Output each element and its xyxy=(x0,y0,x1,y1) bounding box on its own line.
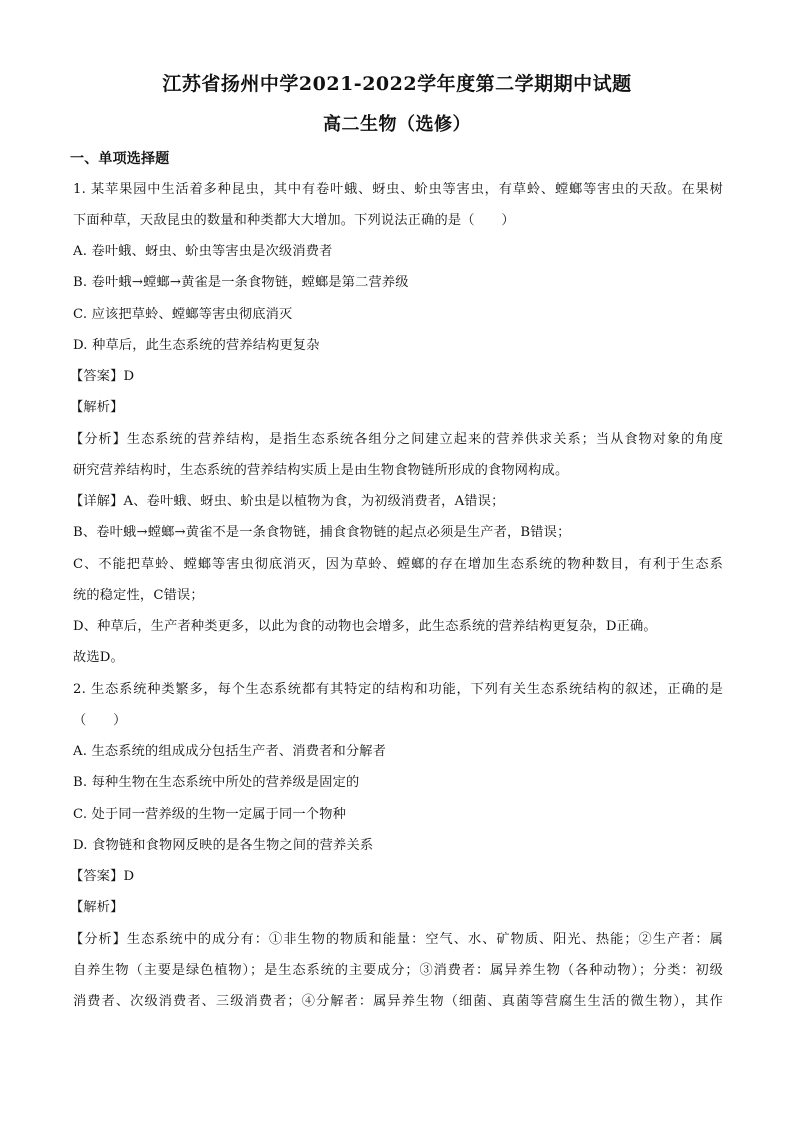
q1-stem-line-2: 下面种草，天敌昆虫的数量和种类都大大增加。下列说法正确的是（ ） xyxy=(73,213,515,228)
q1-option-a: A. 卷叶蛾、蚜虫、蚧虫等害虫是次级消费者 xyxy=(73,244,333,259)
q1-option-b: B. 卷叶蛾→螳螂→黄雀是一条食物链，螳螂是第二营养级 xyxy=(73,275,409,290)
q1-answer: 【答案】D xyxy=(70,369,135,384)
q1-stem-line-1: 1. 某苹果园中生活着多种昆虫，其中有卷叶蛾、蚜虫、蚧虫等害虫，有草蛉、螳螂等害虫的天敌。在果树 xyxy=(73,182,723,197)
q2-option-a: A. 生态系统的组成成分包括生产者、消费者和分解者 xyxy=(73,744,387,759)
q2-stem-line-2: （ ） xyxy=(73,713,127,728)
q1-option-c: C. 应该把草蛉、螳螂等害虫彻底消灭 xyxy=(73,307,293,322)
q2-option-d: D. 食物链和食物网反映的是各生物之间的营养关系 xyxy=(73,838,374,853)
q2-analysis-line-3: 消费者、次级消费者、三级消费者；④分解者：属异养生物（细菌、真菌等营腐生生活的微生物），其作 xyxy=(73,994,723,1009)
q2-stem-line-1: 2. 生态系统种类繁多，每个生态系统都有其特定的结构和功能，下列有关生态系统结构的叙述，正确的是 xyxy=(73,682,723,697)
q2-option-b: B. 每种生物在生态系统中所处的营养级是固定的 xyxy=(73,775,360,790)
q1-detail-line-5: D、种草后，生产者种类更多，以此为食的动物也会增多，此生态系统的营养结构更复杂，D正确。 xyxy=(73,619,657,634)
q1-detail-line-1: 【详解】A、卷叶蛾、蚜虫、蚧虫是以植物为食，为初级消费者，A错误； xyxy=(70,494,505,509)
q2-analysis-line-1: 【分析】生态系统中的成分有：①非生物的物质和能量：空气、水、矿物质、阳光、热能；②生产者：属 xyxy=(70,932,723,947)
q2-analysis-label: 【解析】 xyxy=(70,900,124,915)
q2-option-c: C. 处于同一营养级的生物一定属于同一个物种 xyxy=(73,807,346,822)
q1-detail-line-3: C、不能把草蛉、螳螂等害虫彻底消灭，因为草蛉、螳螂的存在增加生态系统的物种数目，有利于生态系 xyxy=(73,557,723,572)
q1-analysis-label: 【解析】 xyxy=(70,400,124,415)
q1-detail-line-2: B、卷叶蛾→螳螂→黄雀不是一条食物链，捕食食物链的起点必须是生产者，B错误； xyxy=(73,525,571,540)
q1-detail-line-4: 统的稳定性，C错误； xyxy=(73,588,204,603)
q1-analysis-line-2: 研究营养结构时，生态系统的营养结构实质上是由生物食物链所形成的食物网构成。 xyxy=(73,463,569,478)
section-heading: 一、单项选择题 xyxy=(70,151,170,167)
q1-conclusion: 故选D。 xyxy=(73,650,124,665)
q1-option-d: D. 种草后，此生态系统的营养结构更复杂 xyxy=(73,338,320,353)
document-title: 江苏省扬州中学2021-2022学年度第二学期期中试题 xyxy=(162,73,632,95)
q2-analysis-line-2: 自养生物（主要是绿色植物）；是生态系统的主要成分；③消费者：属异养生物（各种动物）；分类：初级 xyxy=(73,963,723,978)
q1-analysis-line-1: 【分析】生态系统的营养结构，是指生态系统各组分之间建立起来的营养供求关系；当从食物对象的角度 xyxy=(70,432,723,447)
q2-answer: 【答案】D xyxy=(70,869,135,884)
document-subtitle: 高二生物（选修） xyxy=(323,114,471,135)
